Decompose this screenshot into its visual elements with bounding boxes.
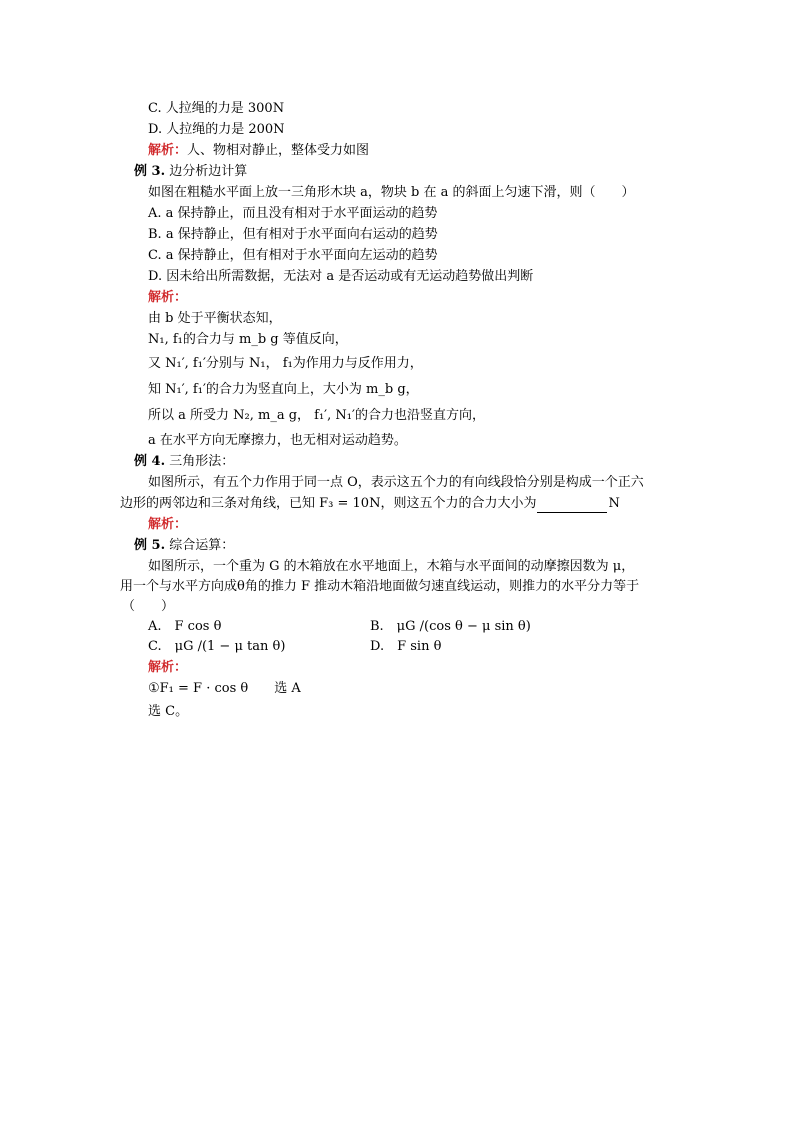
unit: N xyxy=(608,496,620,511)
option-c: C. 人拉绳的力是 300N xyxy=(148,101,285,116)
example-3-question: 如图在粗糙水平面上放一三角形木块 a，物块 b 在 a 的斜面上匀速下滑，则（ ） xyxy=(148,185,635,200)
answer-blank[interactable] xyxy=(537,498,607,513)
analysis-label: 解析： xyxy=(148,143,188,158)
example-5-question-2: 用一个与水平方向成θ角的推力 F 推动木箱沿地面做匀速直线运动，则推力的水平分力等于 xyxy=(120,579,640,594)
analysis-3-line-4: 知 N₁′, f₁′的合力为竖直向上，大小为 m_b g， xyxy=(148,382,419,397)
analysis-3-label: 解析： xyxy=(148,290,188,305)
example-5-option-b: B. μG /(cos θ − μ sin θ) xyxy=(370,619,531,634)
example-5-option-c: C. μG /(1 − μ tan θ) xyxy=(148,639,286,654)
analysis-5-line-1: ①F₁ = F · cos θ 选 A xyxy=(148,681,301,696)
analysis-3-line-5: 所以 a 所受力 N₂, m_a g， f₁′, N₁′的合力也沿竖直方向， xyxy=(148,408,485,423)
analysis-3-line-2: N₁, f₁的合力与 m_b g 等值反向， xyxy=(148,332,348,347)
example-3-option-d: D. 因未给出所需数据，无法对 a 是否运动或有无运动趋势做出判断 xyxy=(148,269,534,284)
option-d: D. 人拉绳的力是 200N xyxy=(148,122,285,137)
example-5-heading xyxy=(134,537,234,555)
example-title: 综合运算： xyxy=(169,538,235,553)
example-4-question-1: 如图所示，有五个力作用于同一点 O，表示这五个力的有向线段恰分别是构成一个正六 xyxy=(148,475,644,490)
example-5-option-a: A. F cos θ xyxy=(148,619,222,634)
analysis-5-label: 解析： xyxy=(148,660,188,675)
example-title: 边分析边计算 xyxy=(169,164,248,179)
analysis-text: 人、物相对静止，整体受力如图 xyxy=(187,143,370,158)
analysis-1 xyxy=(148,142,369,160)
example-3-option-a: A. a 保持静止，而且没有相对于水平面运动的趋势 xyxy=(148,206,438,221)
analysis-3-line-1: 由 b 处于平衡状态知， xyxy=(148,311,282,326)
example-5-question-3: （ ） xyxy=(122,599,175,614)
example-5-option-d: D. F sin θ xyxy=(370,639,442,654)
example-label: 例 3. xyxy=(134,164,166,179)
question-text: 边形的两邻边和三条对角线，已知 F₃ = 10N，则这五个力的合力大小为 xyxy=(120,496,537,511)
example-3-heading xyxy=(134,163,247,181)
example-4-heading xyxy=(134,453,234,471)
example-3-option-b: B. a 保持静止，但有相对于水平面向右运动的趋势 xyxy=(148,227,438,242)
example-label: 例 5. xyxy=(134,538,166,553)
analysis-4-label: 解析： xyxy=(148,517,188,532)
example-label: 例 4. xyxy=(134,454,166,469)
analysis-3-line-6: a 在水平方向无摩擦力，也无相对运动趋势。 xyxy=(148,433,407,448)
analysis-5-line-2: 选 C。 xyxy=(148,704,189,719)
example-5-question-1: 如图所示，一个重为 G 的木箱放在水平地面上，木箱与水平面间的动摩擦因数为 μ， xyxy=(148,559,635,574)
example-title: 三角形法： xyxy=(169,454,235,469)
example-3-option-c: C. a 保持静止，但有相对于水平面向左运动的趋势 xyxy=(148,248,438,263)
analysis-3-line-3: 又 N₁′, f₁′分别与 N₁， f₁为作用力与反作用力， xyxy=(148,356,423,371)
example-4-question-2 xyxy=(120,495,620,513)
